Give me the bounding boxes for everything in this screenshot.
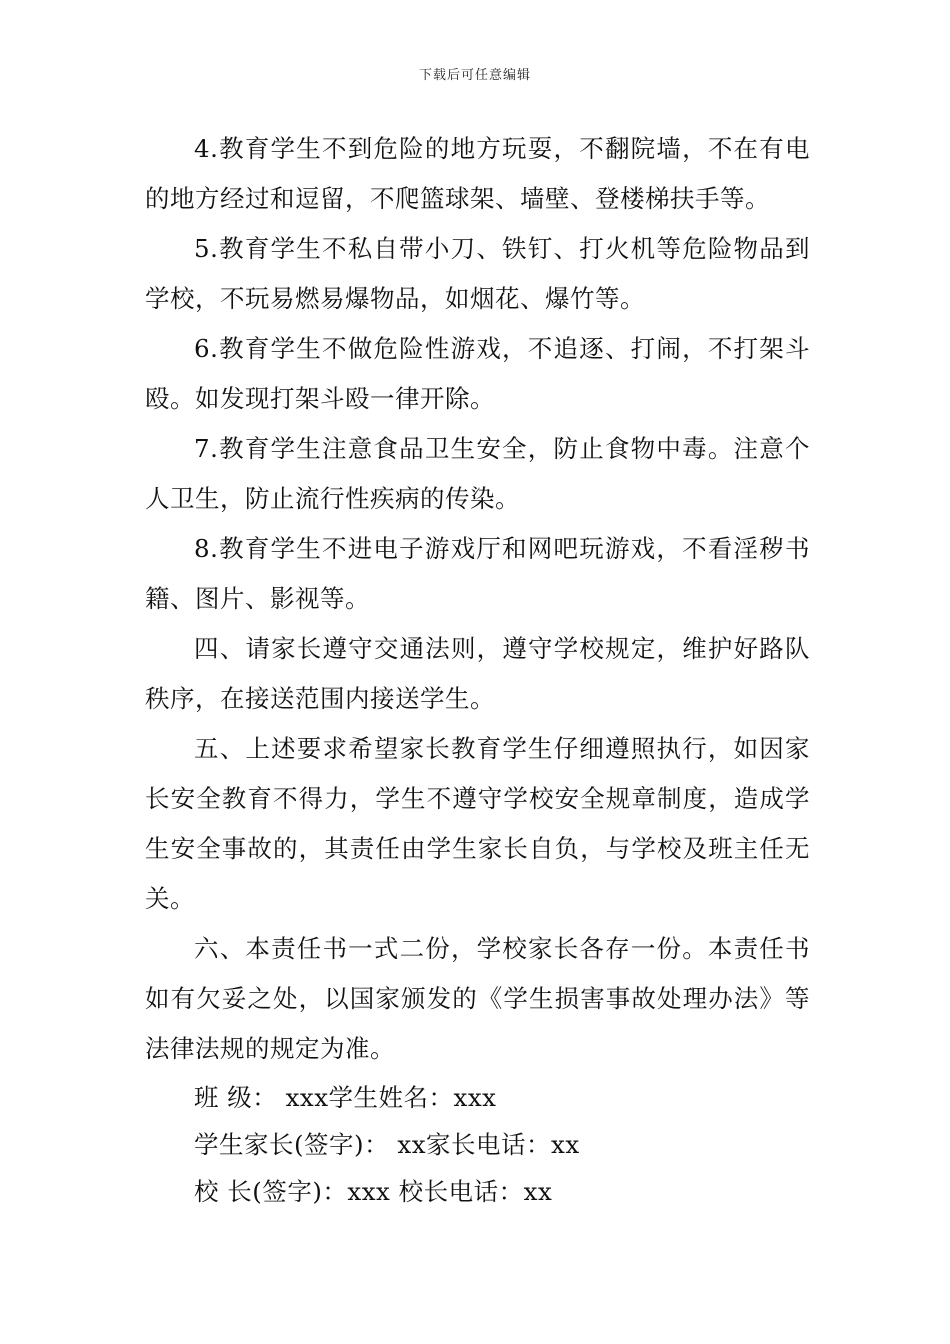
paragraph-section-5: 五、上述要求希望家长教育学生仔细遵照执行，如因家长安全教育不得力，学生不遵守学校安全规章制度，造成学生安全事故的，其责任由学生家长自负，与学校及班主任无关。: [145, 734, 810, 913]
paragraph-item-7: 7.教育学生注意食品卫生安全，防止食物中毒。注意个人卫生，防止流行性疾病的传染。: [145, 434, 810, 513]
paragraph-item-5: 5.教育学生不私自带小刀、铁钉、打火机等危险物品到学校，不玩易燃易爆物品，如烟花、爆竹等。: [145, 234, 810, 313]
paragraph-item-6: 6.教育学生不做危险性游戏，不追逐、打闹，不打架斗殴。如发现打架斗殴一律开除。: [145, 334, 810, 413]
paragraph-section-4: 四、请家长遵守交通法则，遵守学校规定，维护好路队秩序，在接送范围内接送学生。: [145, 634, 810, 713]
signature-parent: 学生家长(签字)： xx家长电话：xx: [194, 1130, 580, 1159]
signature-principal: 校 长(签字)：xxx 校长电话：xx: [194, 1177, 553, 1206]
signature-block: [145, 1074, 810, 1215]
paragraph-item-8: 8.教育学生不进电子游戏厅和网吧玩游戏，不看淫秽书籍、图片、影视等。: [145, 534, 810, 613]
paragraph-item-4: 4.教育学生不到危险的地方玩耍，不翻院墙，不在有电的地方经过和逗留，不爬篮球架、墙壁、登楼梯扶手等。: [145, 134, 810, 213]
document-body: [145, 124, 810, 1215]
page-header-note: 下载后可任意编辑: [418, 68, 531, 83]
paragraph-section-6: 六、本责任书一式二份，学校家长各存一份。本责任书如有欠妥之处，以国家颁发的《学生损害事故处理办法》等法律法规的规定为准。: [145, 934, 810, 1063]
signature-class-student: 班 级： xxx学生姓名：xxx: [194, 1083, 497, 1112]
